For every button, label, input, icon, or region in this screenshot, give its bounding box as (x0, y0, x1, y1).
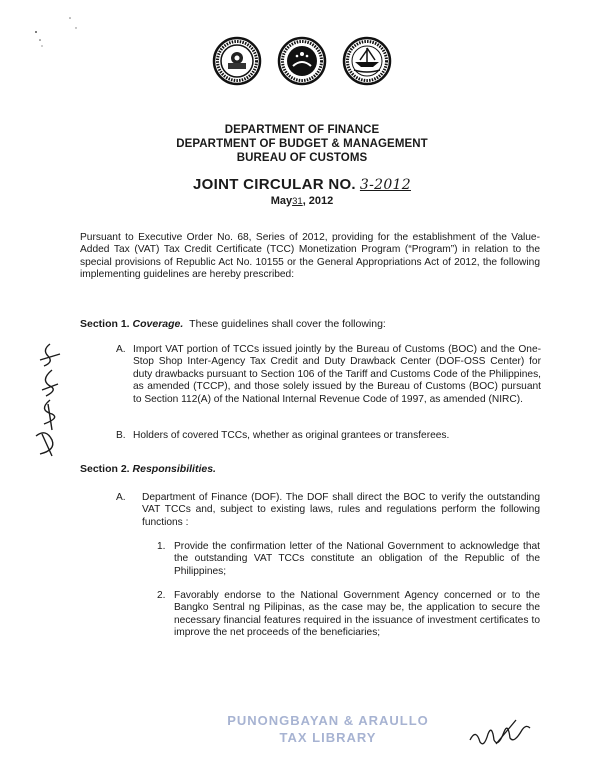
section-1-label: Section 1. (80, 318, 130, 330)
date-day: 31 (292, 196, 303, 207)
seal-icon (277, 36, 327, 86)
header-dof: DEPARTMENT OF FINANCE (224, 124, 380, 136)
header-dbm: DEPARTMENT OF BUDGET & MANAGEMENT (176, 138, 428, 150)
scan-specks (30, 12, 90, 52)
item-text: Holders of covered TCCs, whether as original grantees or transferees. (133, 430, 450, 441)
item-marker: A. (116, 344, 126, 355)
circular-title-label: JOINT CIRCULAR NO. (193, 176, 356, 193)
date-month: May (270, 195, 293, 207)
item-text: Import VAT portion of TCCs issued jointly by the Bureau of Customs (BOC) and the One-Stop Shop Inter-Agency Tax Credit and Duty Drawback Center (DOF-OSS Center) for duty drawbacks pursuant to Section 106 of the Tariff and Customs Code of the Philippines, as amended (TCCP), and those solely issued by the Bureau of Customs (BOC) pursuant to Section 112(A) of the National Internal Revenue Code of 1997, as amended (NIRC). (133, 344, 541, 405)
circular-date (0, 195, 604, 207)
stamp-line-2: TAX LIBRARY (279, 730, 377, 745)
item-text: Provide the confirmation letter of the National Government to acknowledge that the outstanding VAT TCCs constitute an obligation of the Republic of the Philippines; (174, 541, 540, 577)
handwritten-signature (466, 714, 546, 754)
intro-paragraph: Pursuant to Executive Order No. 68, Series of 2012, providing for the establishment of the Value-Added Tax (VAT) Tax Credit Certificate (TCC) Monetization Program (“Program”) in relation to the special provisions of Republic Act No. 10155 or the General Appropriations Act of 2012, the following implementing guidelines are hereby prescribed: (80, 232, 540, 281)
circular-title (0, 176, 604, 193)
section-2-label: Section 2. (80, 463, 130, 475)
section-1-heading (80, 318, 386, 330)
circular-number: 3-2012 (359, 177, 411, 193)
item-marker: 1. (157, 541, 166, 552)
agency-seals (212, 36, 392, 92)
date-year: , 2012 (302, 195, 334, 207)
section-2-title: Responsibilities. (132, 463, 216, 475)
handwritten-initials-left (22, 340, 72, 460)
item-marker: 2. (157, 590, 166, 601)
seal-icon (342, 36, 392, 86)
header-boc: BUREAU OF CUSTOMS (236, 152, 368, 164)
seal-icon (212, 36, 262, 86)
item-text: Favorably endorse to the National Government Agency concerned or to the Bangko Sentral ng Pilipinas, as the case may be, the application to secure the necessary financial features required in the issuance of investment certificates to improve the net proceeds of the beneficiaries; (174, 590, 540, 639)
item-marker: A. (116, 492, 126, 503)
section-2-heading (80, 463, 216, 475)
item-marker: B. (116, 430, 126, 441)
library-stamp (218, 712, 438, 746)
section-1-title: Coverage. (132, 318, 184, 330)
item-text: Department of Finance (DOF). The DOF shall direct the BOC to verify the outstanding VAT TCCs and, subject to existing laws, rules and regulations perform the following functions : (142, 492, 540, 528)
section-1-lead: These guidelines shall cover the following: (189, 318, 386, 330)
stamp-line-1: PUNONGBAYAN & ARAULLO (227, 713, 429, 728)
